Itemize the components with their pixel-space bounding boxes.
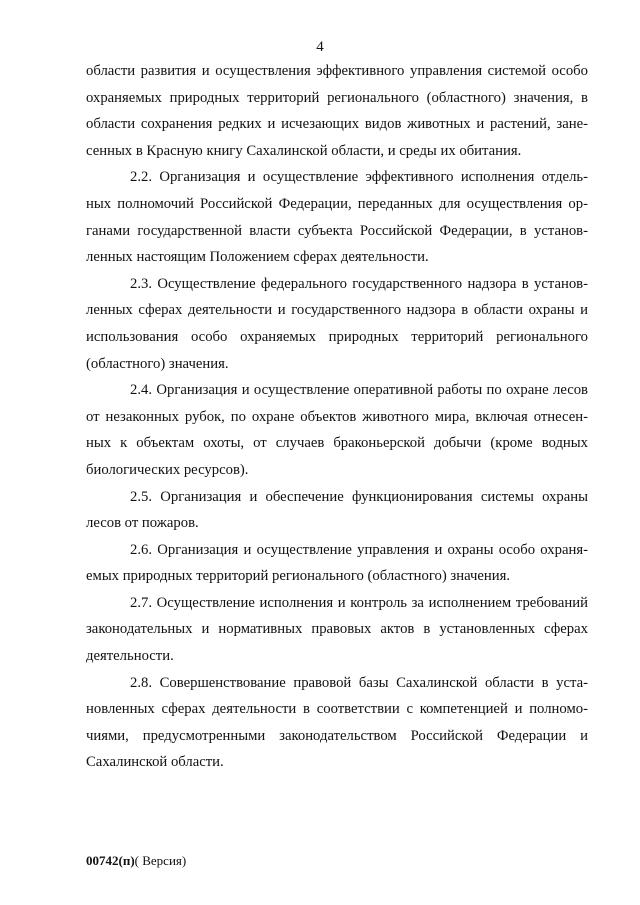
document-footer xyxy=(86,853,186,869)
paragraph-2-2-first-line: 2.2. Организация и осуществление эффективного исполнения отдель- xyxy=(130,169,588,186)
text-line: Сахалинской области. xyxy=(86,754,224,771)
document-version: ( Версия) xyxy=(134,853,187,868)
paragraph-2-8-first-line: 2.8. Совершенствование правовой базы Сахалинской области в уста- xyxy=(130,674,588,691)
paragraph-2-4-first-line: 2.4. Организация и осуществление оперативной работы по охране лесов xyxy=(130,382,588,399)
text-line: области развития и осуществления эффективного управления системой особо xyxy=(86,63,588,79)
text-line: новленных сферах деятельности в соответствии с компетенцией и полномо- xyxy=(86,701,588,718)
text-line: ленных настоящим Положением сферах деятельности. xyxy=(86,249,429,266)
paragraph-2-5-first-line: 2.5. Организация и обеспечение функционирования системы охраны xyxy=(130,488,588,505)
text-line: от незаконных рубок, по охране объектов животного мира, включая отнесен- xyxy=(86,408,588,425)
text-line: законодательных и нормативных правовых актов в установленных сферах xyxy=(86,621,588,638)
text-line: ных полномочий Российской Федерации, переданных для осуществления ор- xyxy=(86,195,588,212)
text-line: области сохранения редких и исчезающих видов животных и растений, зане- xyxy=(86,116,588,133)
text-line: сенных в Красную книгу Сахалинской области, и среды их обитания. xyxy=(86,142,522,159)
text-line: охраняемых природных территорий регионального (областного) значения, в xyxy=(86,89,588,106)
paragraph-2-3-first-line: 2.3. Осуществление федерального государственного надзора в установ- xyxy=(130,275,588,292)
text-line: биологических ресурсов). xyxy=(86,461,249,478)
text-line: (областного) значения. xyxy=(86,355,229,372)
document-code: 00742(п) xyxy=(86,853,135,868)
page-number: 4 xyxy=(316,39,324,55)
text-line: емых природных территорий регионального (областного) значения. xyxy=(86,568,511,585)
paragraph-2-6-first-line: 2.6. Организация и осуществление управления и охраны особо охраня- xyxy=(130,541,588,558)
document-body xyxy=(86,58,588,776)
text-line: ленных сферах деятельности и государственного надзора в области охраны и xyxy=(86,302,588,319)
text-line: чиями, предусмотренными законодательством Российской Федерации и xyxy=(86,727,588,744)
text-line: деятельности. xyxy=(86,648,174,665)
text-line: ных к объектам охоты, от случаев браконьерской добычи (кроме водных xyxy=(86,435,588,452)
text-line: ганами государственной власти субъекта Российской Федерации, в установ- xyxy=(86,222,588,239)
text-line: использования особо охраняемых природных территорий регионального xyxy=(86,328,588,345)
text-line: лесов от пожаров. xyxy=(86,515,199,532)
paragraph-2-7-first-line: 2.7. Осуществление исполнения и контроль за исполнением требований xyxy=(130,594,588,611)
